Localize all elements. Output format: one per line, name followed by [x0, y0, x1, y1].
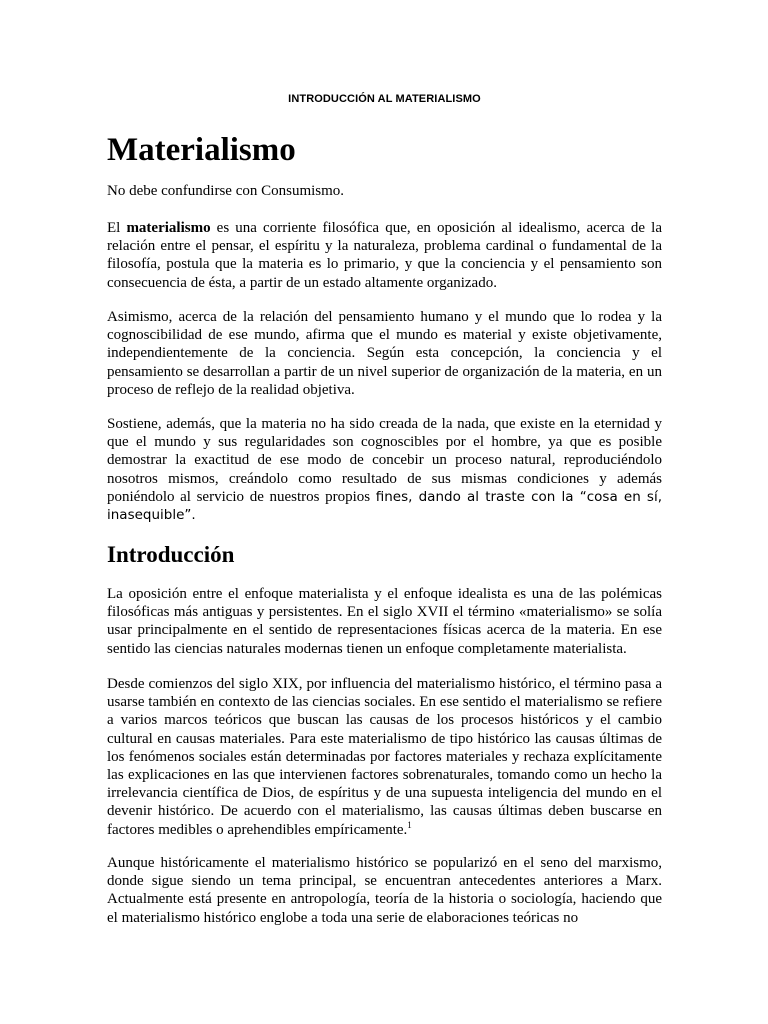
paragraph-definition-text: es una corriente filosófica que, en oposición al idealismo, acerca de la relación entre el pensar, el espíritu y la naturaleza, problema cardinal o fundamental de la filosofía, postula que la materia es lo primario, y que la conciencia y el pensamiento son consecuencia de ésta, a partir de un estado altamente organizado. [107, 220, 662, 291]
heading-introduccion: Introducción [107, 542, 235, 567]
paragraph-eternity-text: Sostiene, además, que la materia no ha sido creada de la nada, que existe en la eternidad y que el mundo y sus regularidades son cognoscibles por el hombre, ya que es posible demostrar la exactitud de ese modo de concebir un proceso natural, reproduciéndolo nosotros mismos, creándolo como resultado de sus mismas condiciones y además poniéndolo al servicio de nuestros propios [107, 416, 662, 505]
note-paragraph: No debe confundirse con Consumismo. [107, 183, 345, 199]
paragraph-definition [107, 219, 662, 292]
paragraph-marxism: Aunque históricamente el materialismo histórico se popularizó en el seno del marxismo, donde sigue siendo un tema principal, se encuentran antecedentes anteriores a Marx. Actualmente está presente en antropología, teoría de la historia o sociología, haciendo que el materialismo histórico englobe a toda una serie de elaboraciones teóricas no [107, 855, 662, 926]
paragraph-opposition: La oposición entre el enfoque materialista y el enfoque idealista es una de las polémicas filosóficas más antiguas y persistentes. En el siglo XVII el término «materialismo» se solía usar principalmente en el sentido de representaciones físicas acerca de la materia. En ese sentido las ciencias naturales modernas tienen un enfoque completamente materialista. [107, 586, 662, 657]
heading-materialismo: Materialismo [107, 132, 296, 168]
paragraph-historical-text: Desde comienzos del siglo XIX, por influencia del materialismo histórico, el término pasa a usarse también en contexto de las ciencias sociales. En ese sentido el materialismo se refiere a varios marcos teóricos que buscan las causas de los procesos históricos y el cambio cultural en causas materiales. Para este materialismo de tipo histórico las causas últimas de los fenómenos sociales están determinadas por factores materiales y rechaza explícitamente las explicaciones en las que intervienen factores sobrenaturales, tomando como un hecho la irrelevancia científica de Dios, de espíritus y de una supuesta inteligencia del mundo en el devenir histórico. De acuerdo con el materialismo, las causas últimas deben buscarse en factores medibles o aprehendibles empíricamente. [107, 676, 662, 838]
paragraph-definition-term: materialismo [126, 220, 211, 236]
paragraph-historical [107, 675, 662, 839]
footnote-reference[interactable]: 1 [407, 819, 412, 830]
paragraph-eternity [107, 415, 662, 524]
paragraph-definition-prefix: El [107, 220, 127, 236]
paragraph-eternity-tail: fines, dando al traste con la “cosa en sí, inasequible”. [107, 488, 662, 524]
paragraph-cognoscibility: Asimismo, acerca de la relación del pensamiento humano y el mundo que lo rodea y la cognoscibilidad de ese mundo, afirma que el mundo es material y existe objetivamente, independientemente de la conciencia. Según esta concepción, la conciencia y el pensamiento se desarrollan a partir de un nivel superior de organización de la materia, en un proceso de reflejo de la realidad objetiva. [107, 309, 662, 398]
document-header: INTRODUCCIÓN AL MATERIALISMO [288, 93, 481, 105]
